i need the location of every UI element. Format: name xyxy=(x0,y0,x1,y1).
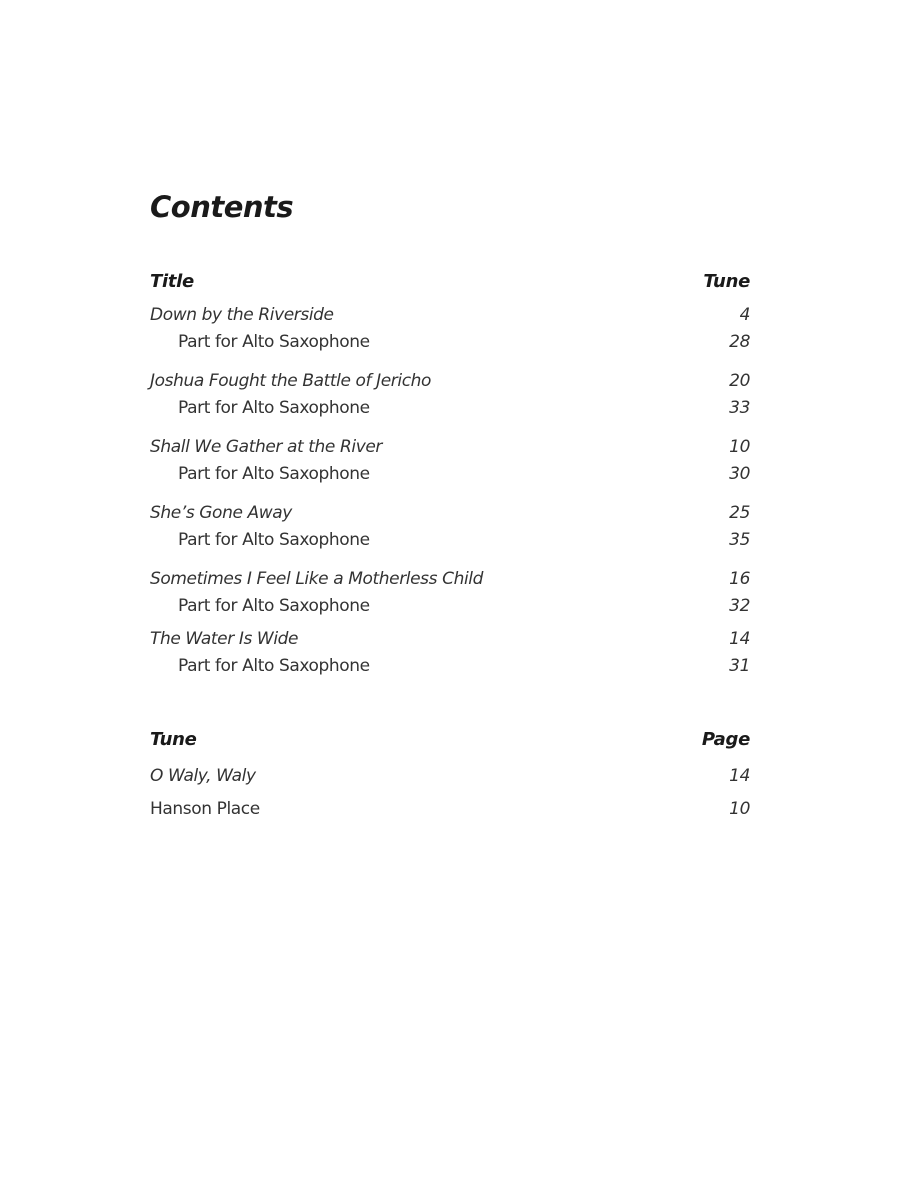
titles-table xyxy=(150,268,750,692)
part-label: Part for Alto Saxophone xyxy=(178,656,370,676)
toc-title-row xyxy=(150,626,750,653)
toc-title-row xyxy=(150,566,750,593)
header-tune-label: Tune xyxy=(703,271,750,292)
tunes-table-header xyxy=(150,726,750,754)
part-number: 30 xyxy=(729,464,750,484)
tune-list-item xyxy=(150,793,750,826)
tune-page-number: 10 xyxy=(729,799,750,819)
part-label: Part for Alto Saxophone xyxy=(178,530,370,550)
part-number: 33 xyxy=(729,398,750,418)
tune-page-number: 14 xyxy=(729,766,750,786)
tune-title: Shall We Gather at the River xyxy=(150,437,383,457)
part-label: Part for Alto Saxophone xyxy=(178,398,370,418)
toc-entry xyxy=(150,302,750,356)
part-label: Part for Alto Saxophone xyxy=(178,464,370,484)
part-number: 35 xyxy=(729,530,750,550)
toc-part-row xyxy=(150,527,750,554)
tune-title: Sometimes I Feel Like a Motherless Child xyxy=(150,569,483,589)
toc-title-row xyxy=(150,368,750,395)
header-title-label: Title xyxy=(150,271,194,292)
part-number: 31 xyxy=(729,656,750,676)
tune-number: 4 xyxy=(739,305,750,325)
toc-title-row xyxy=(150,500,750,527)
tunes-table xyxy=(150,726,750,826)
toc-entry xyxy=(150,500,750,554)
tune-title: Down by the Riverside xyxy=(150,305,334,325)
toc-part-row xyxy=(150,461,750,488)
toc-part-row xyxy=(150,593,750,620)
tune-number: 16 xyxy=(729,569,750,589)
toc-entry xyxy=(150,566,750,620)
toc-title-row xyxy=(150,434,750,461)
tune-name: O Waly, Waly xyxy=(150,766,256,786)
tune-title: The Water Is Wide xyxy=(150,629,299,649)
tune-list-item xyxy=(150,760,750,793)
tune-number: 14 xyxy=(729,629,750,649)
part-label: Part for Alto Saxophone xyxy=(178,596,370,616)
tune-number: 20 xyxy=(729,371,750,391)
toc-entry xyxy=(150,626,750,680)
toc-entry xyxy=(150,368,750,422)
tune-number: 10 xyxy=(729,437,750,457)
page-title: Contents xyxy=(150,190,294,224)
toc-part-row xyxy=(150,653,750,680)
tune-title: Joshua Fought the Battle of Jericho xyxy=(150,371,432,391)
tune-name: Hanson Place xyxy=(150,799,260,819)
header-tune-label: Tune xyxy=(150,729,197,750)
toc-title-row xyxy=(150,302,750,329)
part-label: Part for Alto Saxophone xyxy=(178,332,370,352)
toc-part-row xyxy=(150,329,750,356)
tune-title: She’s Gone Away xyxy=(150,503,292,523)
titles-table-header xyxy=(150,268,750,296)
part-number: 32 xyxy=(729,596,750,616)
toc-entry xyxy=(150,434,750,488)
toc-part-row xyxy=(150,395,750,422)
tune-number: 25 xyxy=(729,503,750,523)
part-number: 28 xyxy=(729,332,750,352)
header-page-label: Page xyxy=(701,729,750,750)
